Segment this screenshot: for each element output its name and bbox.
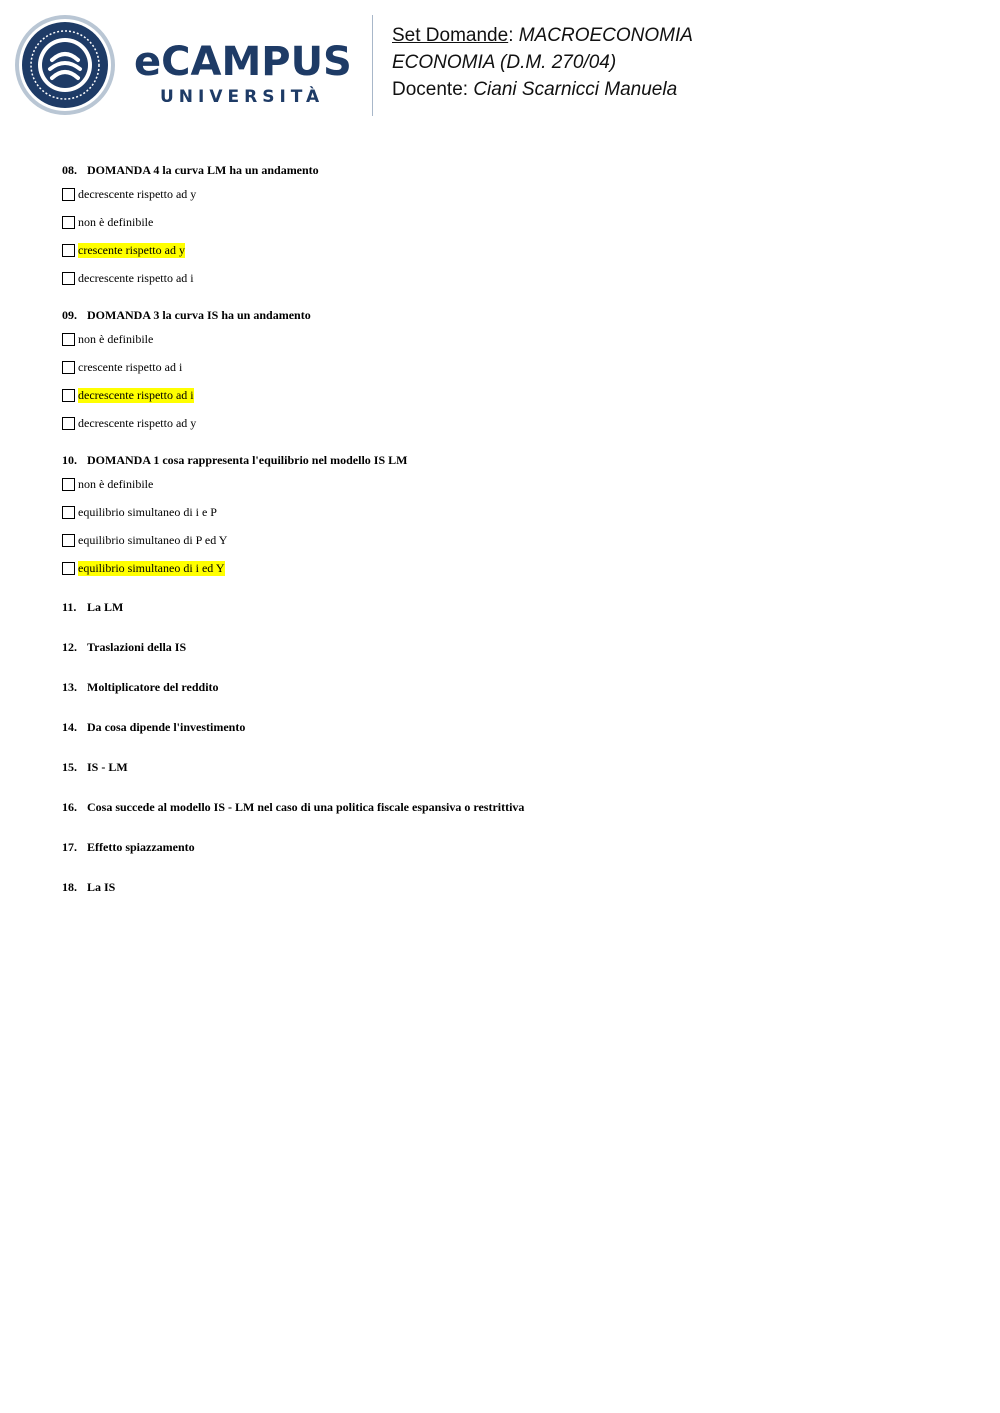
question-text: Da cosa dipende l'investimento [87,720,246,734]
checkbox[interactable] [62,361,75,374]
checkbox[interactable] [62,272,75,285]
question-08 [62,160,962,305]
open-question-12 [62,635,962,675]
answer-text-highlighted: crescente rispetto ad y [78,242,185,257]
question-text: Effetto spiazzamento [87,840,195,854]
open-question-17 [62,835,962,875]
answer-text: equilibrio simultaneo di i e P [78,504,217,519]
question-text: DOMANDA 3 la curva IS ha un andamento [87,308,311,322]
answer-text: non è definibile [78,476,154,491]
header-course-info [392,22,693,103]
course-name-line2: ECONOMIA (D.M. 270/04) [392,52,617,73]
question-text: La LM [87,600,124,614]
answer-option[interactable] [62,470,962,498]
question-number: 18. [62,880,77,894]
question-text: DOMANDA 1 cosa rappresenta l'equilibrio nel modello IS LM [87,453,408,467]
open-question-13 [62,675,962,715]
answer-option[interactable] [62,208,962,236]
question-number: 08. [62,163,77,177]
answer-option[interactable] [62,409,962,437]
answer-text: decrescente rispetto ad y [78,186,197,201]
question-heading [62,160,962,180]
question-10 [62,450,962,595]
answer-option[interactable] [62,526,962,554]
answer-option[interactable] [62,180,962,208]
set-separator: : [508,25,514,46]
checkbox[interactable] [62,417,75,430]
answer-text-highlighted: equilibrio simultaneo di i ed Y [78,560,225,575]
set-label: Set Domande [392,25,509,46]
checkbox[interactable] [62,333,75,346]
question-text: La IS [87,880,116,894]
answer-text: equilibrio simultaneo di P ed Y [78,532,228,547]
question-number: 16. [62,800,77,814]
question-number: 10. [62,453,77,467]
checkbox[interactable] [62,562,75,575]
set-line [392,22,693,49]
checkbox[interactable] [62,216,75,229]
answer-text: decrescente rispetto ad i [78,270,194,285]
answer-option[interactable] [62,353,962,381]
header-divider [372,15,373,116]
answer-text: decrescente rispetto ad y [78,415,197,430]
question-text: DOMANDA 4 la curva LM ha un andamento [87,163,319,177]
question-heading [62,305,962,325]
answer-option-correct[interactable] [62,554,962,582]
answer-text-highlighted: decrescente rispetto ad i [78,387,194,402]
question-text: Cosa succede al modello IS - LM nel caso di una politica fiscale espansiva o restrittiva [87,800,525,814]
teacher-name: Ciani Scarnicci Manuela [473,79,678,100]
question-number: 17. [62,840,77,854]
answer-text: non è definibile [78,331,154,346]
answer-option[interactable] [62,325,962,353]
page-header [0,0,1000,125]
question-number: 15. [62,760,77,774]
answer-text: non è definibile [78,214,154,229]
question-list [62,160,962,915]
ecampus-seal-logo [14,14,116,116]
checkbox[interactable] [62,478,75,491]
open-question-14 [62,715,962,755]
checkbox[interactable] [62,188,75,201]
question-number: 13. [62,680,77,694]
open-question-18 [62,875,962,915]
teacher-label: Docente: [392,79,469,100]
question-number: 11. [62,600,77,614]
question-number: 12. [62,640,77,654]
question-09 [62,305,962,450]
open-question-15 [62,755,962,795]
course-name-line1: MACROECONOMIA [518,25,693,46]
question-number: 09. [62,308,77,322]
question-text: Moltiplicatore del reddito [87,680,219,694]
answer-option[interactable] [62,498,962,526]
checkbox[interactable] [62,534,75,547]
open-question-11 [62,595,962,635]
question-text: Traslazioni della IS [87,640,187,654]
checkbox[interactable] [62,244,75,257]
open-question-16 [62,795,962,835]
question-number: 14. [62,720,77,734]
answer-option-correct[interactable] [62,381,962,409]
answer-option-correct[interactable] [62,236,962,264]
answer-option[interactable] [62,264,962,292]
question-text: IS - LM [87,760,128,774]
teacher-line [392,76,693,103]
checkbox[interactable] [62,506,75,519]
checkbox[interactable] [62,389,75,402]
universita-wordmark: UNIVERSITÀ [160,87,325,107]
ecampus-wordmark: eCAMPUS [134,39,352,85]
answer-text: crescente rispetto ad i [78,359,183,374]
question-heading [62,450,962,470]
